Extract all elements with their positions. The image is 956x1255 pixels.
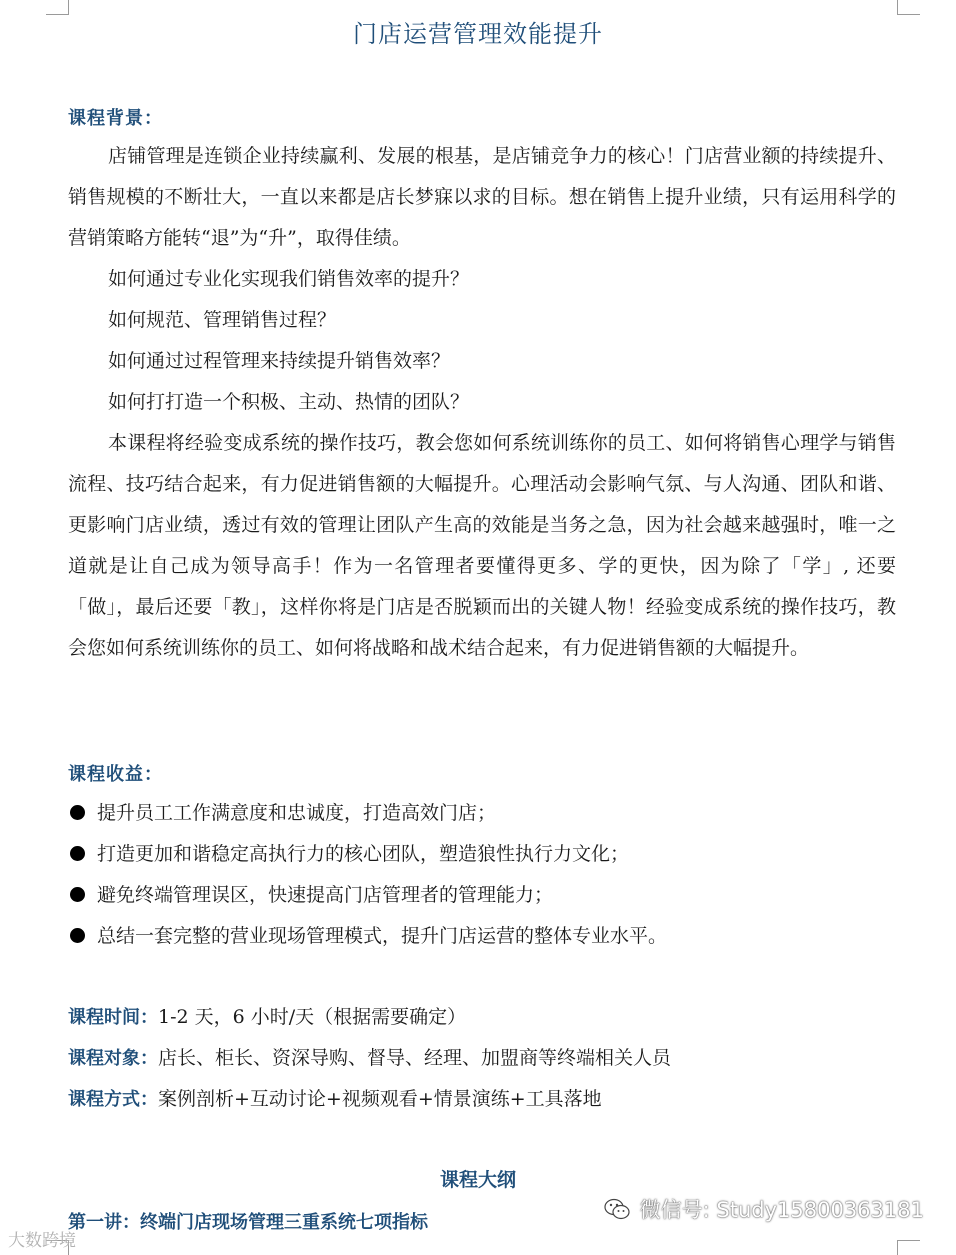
watermark-left bbox=[8, 1226, 76, 1251]
benefits-heading: 课程收益： bbox=[68, 764, 163, 785]
page-corner-mark bbox=[897, 1240, 920, 1255]
page-corner-mark bbox=[46, 0, 69, 15]
background-paragraph-1: 店铺管理是连锁企业持续赢利、发展的根基，是店铺竞争力的核心！门店营业额的持续提升、销售规模的不断壮大，一直以来都是店长梦寐以求的目标。想在销售上提升业绩，只有运用科学的营销策略方能转“退”为“升”，取得佳绩。 bbox=[68, 145, 896, 249]
watermark-left-text: 大数跨境 bbox=[8, 1231, 76, 1251]
bullet-dot-icon bbox=[70, 846, 85, 861]
benefit-text: 提升员工工作满意度和忠诚度，打造高效门店； bbox=[97, 802, 497, 824]
course-audience bbox=[68, 1038, 671, 1079]
document-title: 门店运营管理效能提升 bbox=[353, 20, 603, 48]
bullet-dot-icon bbox=[70, 805, 85, 820]
course-time bbox=[68, 997, 466, 1038]
course-method-label: 课程方式： bbox=[68, 1089, 158, 1110]
question-line: 如何规范、管理销售过程？ bbox=[108, 309, 337, 331]
outline-title: 课程大纲 bbox=[439, 1169, 516, 1191]
benefit-text: 总结一套完整的营业现场管理模式，提升门店运营的整体专业水平。 bbox=[97, 925, 668, 947]
page-corner-mark bbox=[897, 0, 920, 15]
course-time-label: 课程时间： bbox=[68, 1007, 158, 1028]
benefit-item bbox=[70, 916, 667, 957]
question-line: 如何通过过程管理来持续提升销售效率？ bbox=[108, 350, 451, 372]
course-audience-label: 课程对象： bbox=[68, 1048, 158, 1069]
course-audience-value: 店长、柜长、资深导购、督导、经理、加盟商等终端相关人员 bbox=[158, 1047, 672, 1069]
course-time-value: 1-2 天，6 小时/天（根据需要确定） bbox=[158, 1006, 467, 1028]
course-method-value: 案例剖析+互动讨论+视频观看+情景演练+工具落地 bbox=[158, 1088, 602, 1110]
bullet-dot-icon bbox=[70, 928, 85, 943]
benefit-text: 避免终端管理误区，快速提高门店管理者的管理能力； bbox=[97, 884, 554, 906]
background-heading: 课程背景： bbox=[68, 108, 163, 129]
question-line: 如何打打造一个积极、主动、热情的团队？ bbox=[108, 391, 470, 413]
lecture-1-heading: 第一讲：终端门店现场管理三重系统七项指标 bbox=[68, 1212, 428, 1233]
benefit-item bbox=[70, 834, 629, 875]
question-line: 如何通过专业化实现我们销售效率的提升？ bbox=[108, 268, 470, 290]
wechat-icon bbox=[604, 1198, 630, 1220]
background-paragraph-2: 本课程将经验变成系统的操作技巧，教会您如何系统训练你的员工、如何将销售心理学与销售流程、技巧结合起来，有力促进销售额的大幅提升。心理活动会影响气氛、与人沟通、团队和谐、更影响门店业绩，透过有效的管理让团队产生高的效能是当务之急，因为社会越来越强时，唯一之道就是让自己成为领导高手！作为一名管理者要懂得更多、学的更快，因为除了「学」, 还要「做」，最后还要「教」，这样你将是门店是否脱颖而出的关键人物！经验变成系统的操作技巧，教会您如何系统训练你的员工、如何将战略和战术结合起来，有力促进销售额的大幅提升。 bbox=[68, 432, 896, 659]
course-method bbox=[68, 1079, 602, 1120]
benefit-text: 打造更加和谐稳定高执行力的核心团队，塑造狼性执行力文化； bbox=[97, 843, 630, 865]
watermark-right bbox=[604, 1194, 924, 1224]
benefit-item bbox=[70, 875, 553, 916]
watermark-right-text: 微信号: Study15800363181 bbox=[639, 1198, 924, 1222]
benefit-item bbox=[70, 793, 496, 834]
bullet-dot-icon bbox=[70, 887, 85, 902]
